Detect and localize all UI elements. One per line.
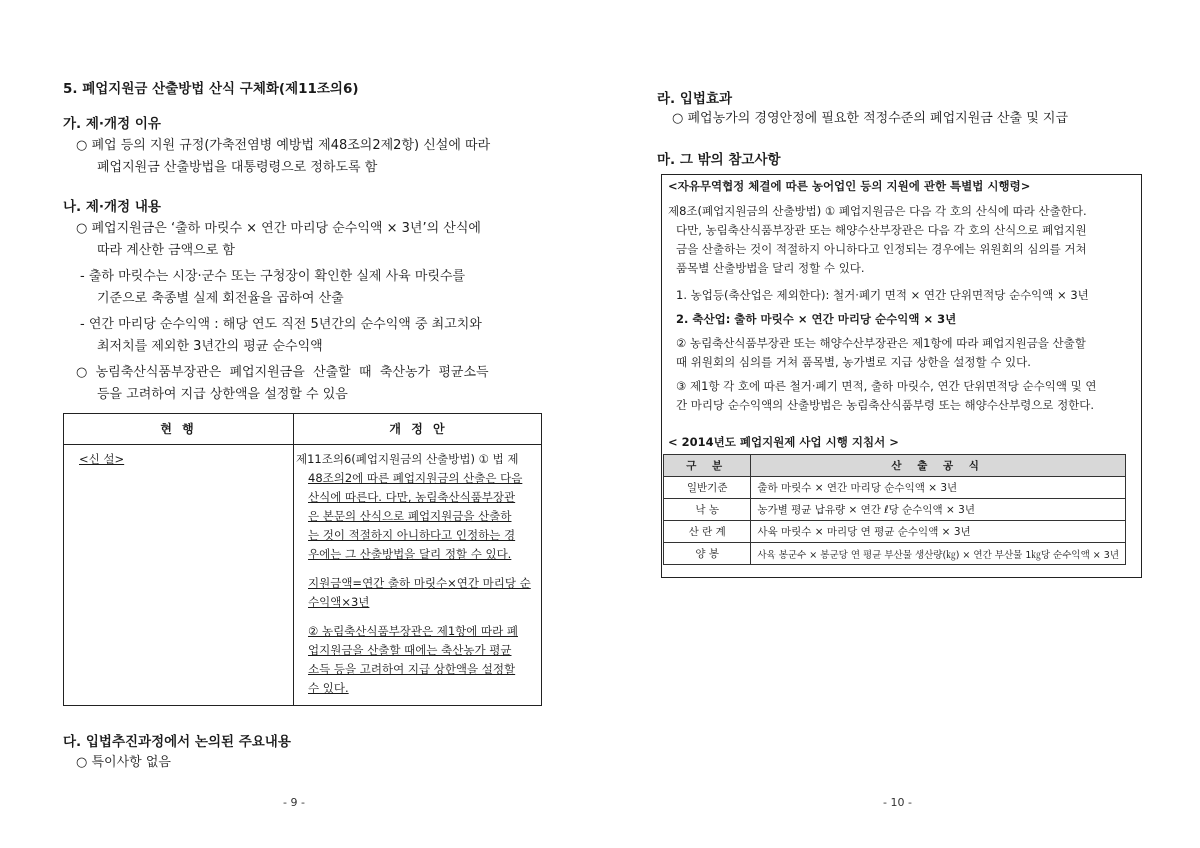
da-line-1: ○ 특이사항 없음 — [76, 755, 171, 770]
guide-category: 낙 농 — [664, 499, 751, 521]
section-na-title: 나. 제·개정 내용 — [63, 199, 161, 215]
article-line-2: 다만, 농림축산식품부장관 또는 해양수산부장관은 다음 각 호의 산식으로 폐업지원 — [676, 223, 1087, 237]
article-line-3: 금을 산출하는 것이 적절하지 아니하다고 인정되는 경우에는 위원회의 심의를 거쳐 — [676, 242, 1087, 256]
table-header-divider — [64, 444, 541, 445]
header-current: 현 행 — [160, 422, 197, 436]
guide-category: 일반기준 — [664, 477, 751, 499]
para2-line-4: 수 있다. — [308, 681, 349, 695]
section-ma-title: 마. 그 밖의 참고사항 — [657, 152, 781, 168]
page-number-left: - 9 - — [283, 796, 305, 809]
na-p3-line-2: 최저치를 제외한 3년간의 평균 순수익액 — [97, 339, 323, 354]
guide-category: 양 봉 — [664, 543, 751, 565]
guide-heading: < 2014년도 폐업지원제 사업 시행 지침서 > — [668, 435, 899, 449]
proposed-line-2: 48조의2에 따른 폐업지원금의 산출은 다음 — [308, 471, 523, 485]
table-row — [664, 499, 1126, 521]
proposed-line-5: 는 것이 적절하지 아니하다고 인정하는 경 — [308, 528, 516, 542]
na-p3-line-1: - 연간 마리당 순수익액 : 해당 연도 직전 5년간의 순수익액 중 최고치와 — [80, 317, 482, 332]
guide-header-row — [664, 455, 1126, 477]
para2-line-3: 소득 등을 고려하여 지급 상한액을 설정할 — [308, 662, 516, 676]
table-row — [664, 521, 1126, 543]
proposed-line-6: 우에는 그 산출방법을 달리 정할 수 있다. — [308, 547, 512, 561]
na-p4-line-2: 등을 고려하여 지급 상한액을 설정할 수 있음 — [97, 387, 348, 402]
table-row — [664, 543, 1126, 565]
article-para2-line-1: ② 농림축산식품부장관 또는 해양수산부장관은 제1항에 따라 폐업지원금을 산출할 — [676, 336, 1086, 350]
box-heading: <자유무역협정 체결에 따른 농어업인 등의 지원에 관한 특별법 시행령> — [668, 179, 1031, 193]
article-item-1: 1. 농업등(축산업은 제외한다): 철거·폐기 면적 × 연간 단위면적당 순수익액 × 3년 — [676, 288, 1089, 302]
para2-line-2: 업지원금을 산출할 때에는 축산농가 평균 — [308, 643, 512, 657]
article-para2-line-2: 때 위원회의 심의를 거쳐 품목별, 농가별로 지급 상한을 설정할 수 있다. — [676, 355, 1031, 369]
article-para3-line-1: ③ 제1항 각 호에 따른 철거·폐기 면적, 출하 마릿수, 연간 단위면적당 순수익액 및 연 — [676, 379, 1097, 393]
guide-header-category: 구 분 — [664, 455, 751, 477]
guide-formula: 사육 봉군수 × 봉군당 연 평균 부산물 생산량(㎏) × 연간 부산물 1㎏당 순수익액 × 3년 — [751, 543, 1126, 565]
proposed-line-1: 제11조의6(폐업지원금의 산출방법) ① 법 제 — [296, 452, 519, 466]
para2-line-1: ② 농림축산식품부장관은 제1항에 따라 폐 — [308, 624, 518, 638]
proposed-line-3: 산식에 따른다. 다만, 농림축산식품부장관 — [308, 490, 516, 504]
ga-line-1: ○ 폐업 등의 지원 규정(가축전염병 예방법 제48조의2제2항) 신설에 따라 — [76, 138, 491, 153]
guide-formula: 농가별 평균 납유량 × 연간 ℓ당 순수익액 × 3년 — [751, 499, 1126, 521]
section-da-title: 다. 입법추진과정에서 논의된 주요내용 — [63, 734, 291, 750]
guide-category: 산 란 계 — [664, 521, 751, 543]
formula-line-1: 지원금액=연간 출하 마릿수×연간 마리당 순 — [308, 576, 531, 590]
na-p2-line-1: - 출하 마릿수는 시장·군수 또는 구청장이 확인한 실제 사육 마릿수를 — [80, 269, 466, 284]
article-line-4: 품목별 산출방법을 달리 정할 수 있다. — [676, 261, 865, 275]
formula-line-2: 수익액×3년 — [308, 595, 370, 609]
table-column-divider — [293, 414, 294, 705]
comparison-table — [63, 413, 542, 706]
section-5-title: 5. 폐업지원금 산출방법 산식 구체화(제11조의6) — [63, 81, 359, 97]
na-p1-line-1: ○ 폐업지원금은 ‘출하 마릿수 × 연간 마리당 순수익액 × 3년’의 산식에 — [76, 221, 481, 236]
section-ga-title: 가. 제·개정 이유 — [63, 116, 161, 132]
page-number-right: - 10 - — [883, 796, 912, 809]
section-ra-title: 라. 입법효과 — [657, 91, 733, 107]
article-item-2: 2. 축산업: 출하 마릿수 × 연간 마리당 순수익액 × 3년 — [676, 312, 957, 326]
guide-formula: 출하 마릿수 × 연간 마리당 순수익액 × 3년 — [751, 477, 1126, 499]
na-p1-line-2: 따라 계산한 금액으로 함 — [97, 243, 235, 258]
ga-line-2: 폐업지원금 산출방법을 대통령령으로 정하도록 함 — [97, 160, 378, 175]
guide-formula-table — [663, 454, 1126, 565]
article-para3-line-2: 간 마리당 순수익액의 산출방법은 농림축산식품부령 또는 해양수산부령으로 정한다. — [676, 398, 1095, 412]
current-cell-new: <신 설> — [79, 452, 125, 466]
na-p2-line-2: 기준으로 축종별 실제 회전율을 곱하여 산출 — [97, 291, 344, 306]
article-line-1: 제8조(폐업지원금의 산출방법) ① 폐업지원금은 다음 각 호의 산식에 따라 산출한다. — [668, 204, 1087, 218]
guide-formula: 사육 마릿수 × 마리당 연 평균 순수익액 × 3년 — [751, 521, 1126, 543]
ra-line-1: ○ 폐업농가의 경영안정에 필요한 적정수준의 폐업지원금 산출 및 지급 — [672, 111, 1069, 126]
na-p4-line-1: ○ 농림축산식품부장관은 폐업지원금을 산출할 때 축산농가 평균소득 — [76, 365, 489, 380]
guide-header-formula: 산 출 공 식 — [751, 455, 1126, 477]
header-proposed: 개 정 안 — [389, 422, 448, 436]
proposed-line-4: 은 본문의 산식으로 폐업지원금을 산출하 — [308, 509, 512, 523]
table-row — [664, 477, 1126, 499]
